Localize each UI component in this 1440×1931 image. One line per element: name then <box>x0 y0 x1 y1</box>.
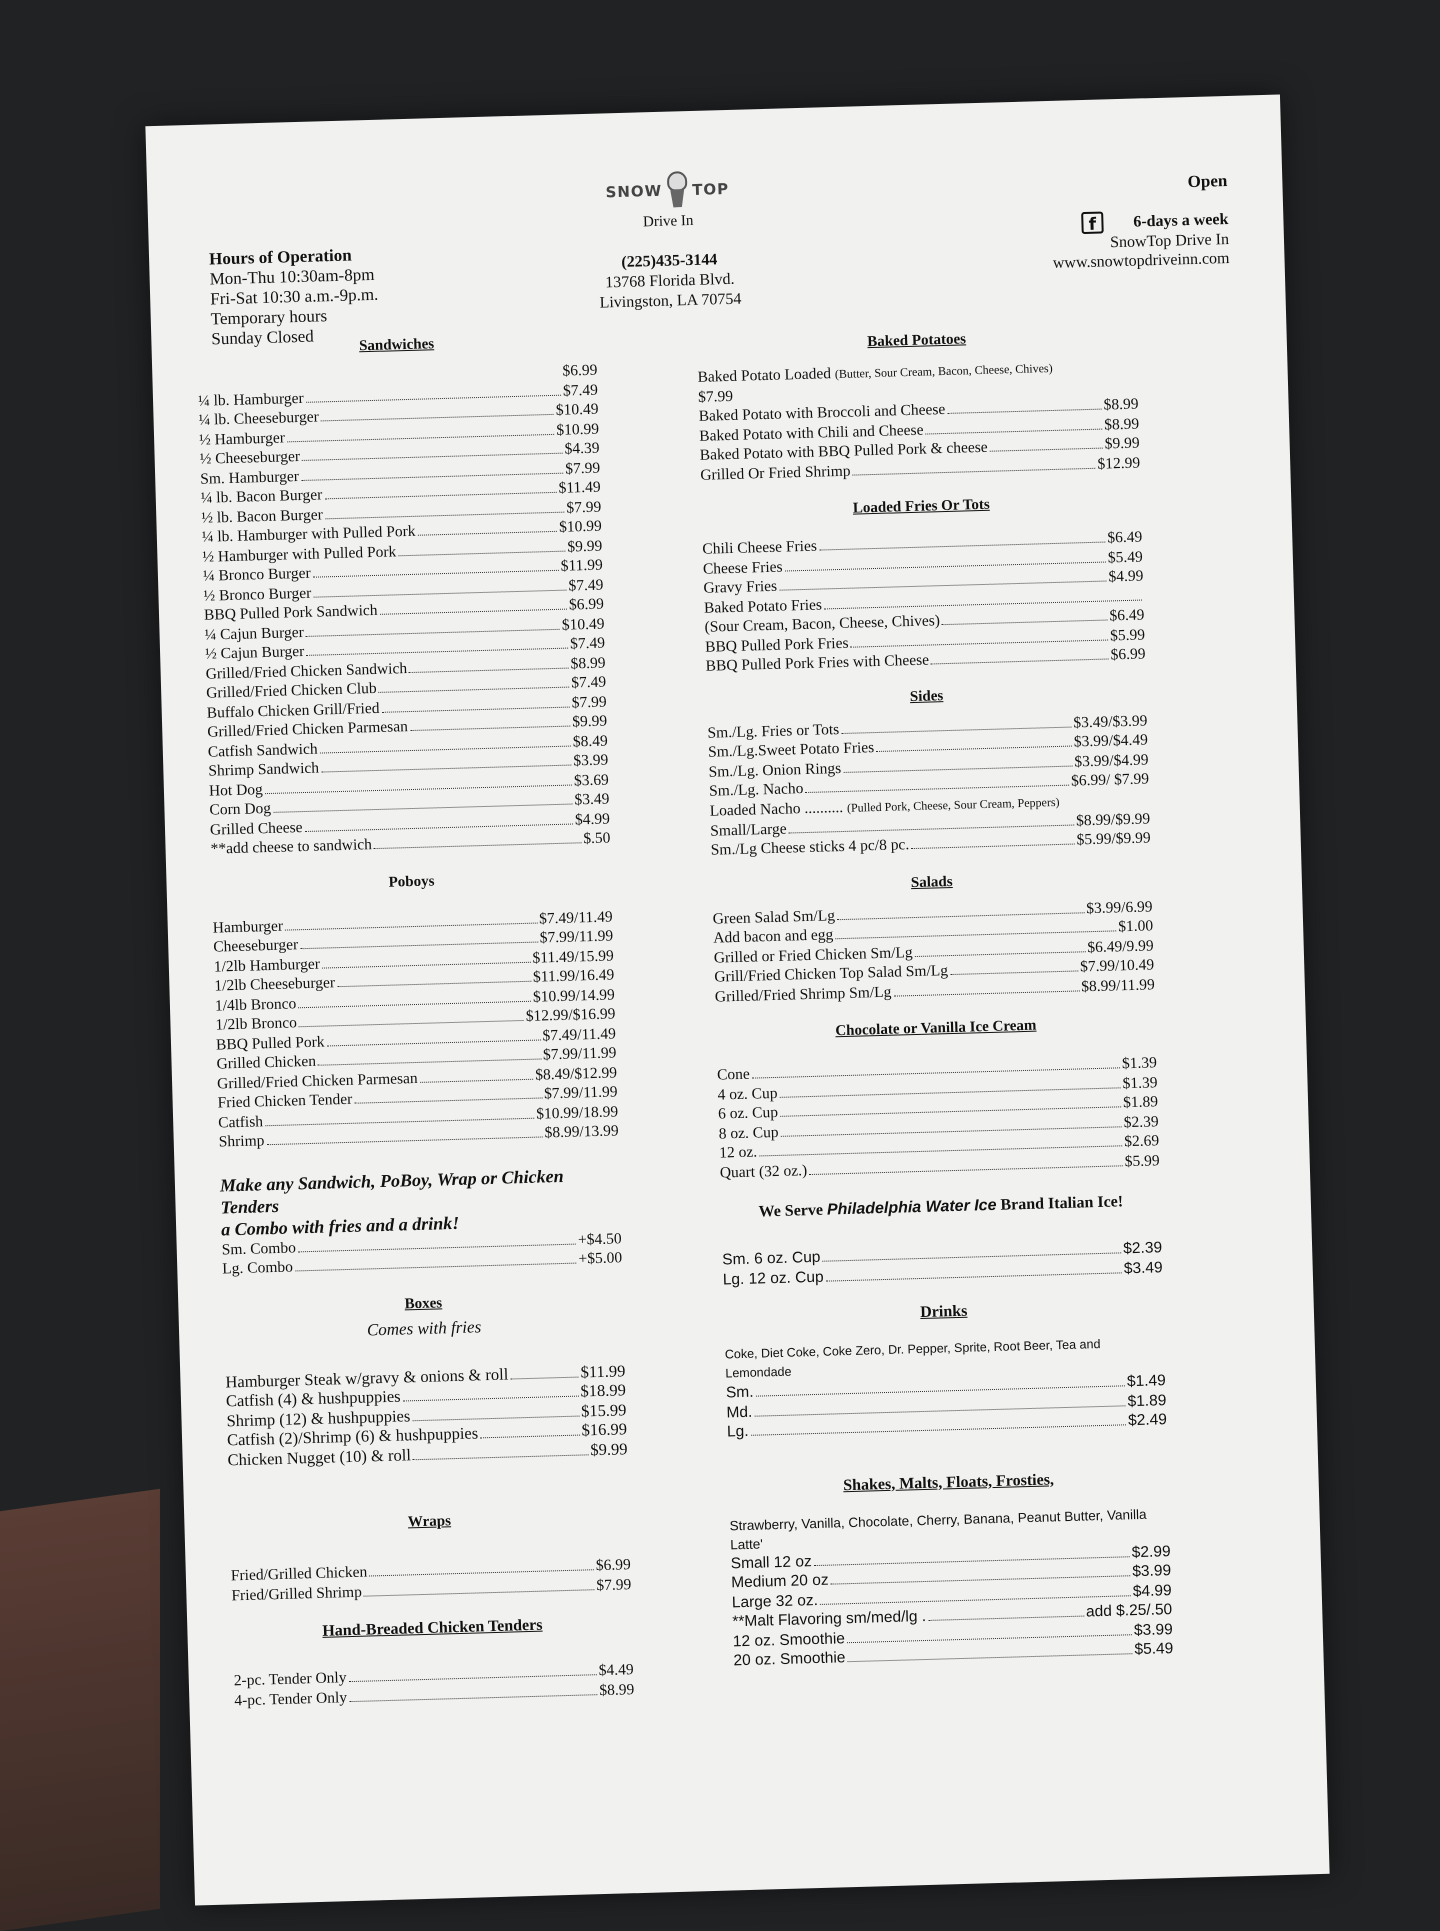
shake-flavors: Strawberry, Vanilla, Chocolate, Cherry, Banana, Peanut Butter, Vanilla Latte' <box>729 1506 1147 1552</box>
dot-leader <box>337 981 531 987</box>
item-name: Fried/Grilled Chicken <box>230 1563 368 1585</box>
item-name: Grilled Chicken <box>216 1052 317 1073</box>
item-name: ½ Cajun Burger <box>204 642 305 663</box>
dot-leader <box>403 1396 579 1402</box>
snowtop-logo <box>527 168 808 214</box>
italian-ice-heading <box>721 1192 1161 1222</box>
menu-sheet <box>145 95 1329 1906</box>
hours-line: Sunday Closed <box>211 326 315 349</box>
item-name: BBQ Pulled Pork Sandwich <box>203 601 378 624</box>
item-name: Baked Potato with Broccoli and Cheese <box>698 400 946 425</box>
price: $5.49 <box>1134 1640 1174 1659</box>
price: $1.39 <box>1122 1073 1158 1092</box>
price: $3.49/$3.99 <box>1073 711 1148 732</box>
right-column <box>696 319 1173 1671</box>
ice-list <box>722 1238 1163 1289</box>
item-name: Sm. <box>725 1383 754 1402</box>
price: $6.49 <box>1109 606 1145 625</box>
section-title-baked: Baked Potatoes <box>867 331 967 351</box>
logo-text-left: SNOW <box>605 181 663 202</box>
baked-list <box>698 395 1140 485</box>
item-name: BBQ Pulled Pork Fries with Cheese <box>705 651 930 675</box>
item-name: ¼ lb. Cheeseburger <box>198 408 320 429</box>
dot-leader <box>990 448 1103 452</box>
price: $8.99/11.99 <box>1081 975 1155 995</box>
dot-leader <box>380 609 568 615</box>
price: $7.99/11.99 <box>539 927 614 947</box>
dot-leader <box>876 746 1072 752</box>
dot-leader <box>826 1272 1122 1281</box>
ice-brand: Philadelphia Water Ice <box>826 1196 997 1219</box>
dot-leader <box>841 726 1071 733</box>
dot-leader <box>379 687 570 693</box>
dot-leader <box>321 414 554 422</box>
price: $9.99 <box>590 1438 628 1459</box>
boxes-subtitle: Comes with fries <box>366 1316 482 1339</box>
drinks-list-text: Coke, Diet Coke, Coke Zero, Dr. Pepper, Sprite, Root Beer, Tea and Lemondade <box>724 1337 1101 1381</box>
item-name: ½ Cheeseburger <box>199 448 301 468</box>
dot-leader <box>364 1589 595 1596</box>
dot-leader <box>398 550 565 556</box>
contact-block <box>527 168 811 316</box>
left-column <box>196 324 634 1711</box>
dot-leader <box>848 1653 1133 1662</box>
section-title-fries: Loaded Fries Or Tots <box>852 496 990 517</box>
item-name: Fried Chicken Tender <box>217 1090 353 1112</box>
item-name: ¼ Cajun Burger <box>204 623 304 644</box>
price: $11.99 <box>560 556 604 575</box>
item-name: Sm./Lg Cheese sticks 4 pc/8 pc. <box>710 836 910 859</box>
section-title-boxes: Boxes <box>404 1294 443 1312</box>
price: $7.99/10.49 <box>1079 956 1155 976</box>
price: $2.49 <box>1127 1411 1168 1430</box>
item-name: **Malt Flavoring sm/med/lg . <box>732 1607 927 1631</box>
section-title-salads: Salads <box>910 873 953 891</box>
section-title-sandwiches: Sandwiches <box>358 336 435 355</box>
price: $7.99/11.99 <box>542 1044 617 1064</box>
price: $5.99 <box>1124 1151 1160 1170</box>
price: $6.99 <box>1110 645 1146 664</box>
dot-leader <box>413 1454 589 1460</box>
item-name: Lg. <box>726 1422 749 1441</box>
item-name: Sm./Lg. Fries or Tots <box>707 720 840 742</box>
dot-leader <box>926 428 1103 434</box>
price: $8.99 <box>1103 415 1140 434</box>
dot-leader <box>266 1136 542 1145</box>
price: $8.99/13.99 <box>544 1122 619 1142</box>
open-label: Open <box>1187 171 1228 192</box>
menu-header <box>145 95 1286 357</box>
dot-leader <box>510 1376 578 1379</box>
dot-leader <box>843 765 1072 772</box>
dot-leader <box>318 1059 541 1066</box>
dot-leader <box>911 844 1074 850</box>
shakes-list <box>730 1542 1173 1671</box>
price: $1.39 <box>1121 1054 1158 1073</box>
item-name: ¼ lb. Bacon Burger <box>200 486 323 507</box>
price: $8.49 <box>572 732 608 750</box>
price: $10.49 <box>561 615 605 634</box>
item-name: Medium 20 oz <box>731 1571 829 1592</box>
item-name: BBQ Pulled Pork <box>215 1033 325 1054</box>
tenders-list <box>234 1660 635 1710</box>
section-title-icecream: Chocolate or Vanilla Ice Cream <box>835 1017 1037 1040</box>
price: $7.99 <box>564 459 601 478</box>
price: $7.49 <box>569 634 606 653</box>
price: $7.49/11.49 <box>538 907 613 928</box>
item-name: Grilled/Fried Chicken Club <box>205 679 377 702</box>
dot-leader <box>942 620 1108 626</box>
sandwich-list <box>198 380 610 839</box>
item-name: 12 oz. Smoothie <box>732 1629 846 1650</box>
hours-line: Fri-Sat 10:30 a.m.-9p.m. <box>209 284 379 309</box>
item-name: Small/Large <box>710 820 787 840</box>
item-name: Hamburger <box>212 917 284 937</box>
item-name: Cheeseburger <box>213 936 299 956</box>
item-name: Grilled/Fried Shrimp Sm/Lg <box>714 983 892 1006</box>
section-title-sides: Sides <box>909 687 944 705</box>
dot-leader <box>751 1424 1127 1435</box>
open-block <box>967 171 1230 275</box>
salads-list <box>712 897 1155 1007</box>
item-name: Grilled/Fried Chicken Parmesan <box>216 1069 418 1093</box>
item-name: Md. <box>726 1403 753 1421</box>
price: $6.99/ $7.99 <box>1070 770 1150 790</box>
price: $4.39 <box>564 439 600 458</box>
icecream-list <box>717 1053 1160 1182</box>
logo-subtitle: Drive In <box>642 212 694 231</box>
dot-leader <box>327 1039 541 1046</box>
price: $9.99 <box>567 537 603 556</box>
price: $4.99 <box>1132 1581 1172 1600</box>
poboy-list <box>213 907 619 1152</box>
price: $7.99 <box>596 1575 632 1594</box>
loaded-nacho: Loaded Nacho .......... (Pulled Pork, Cheese, Sour Cream, Peppers) <box>709 794 1060 820</box>
website: www.snowtopdriveinn.com <box>1052 249 1230 272</box>
item-name: Sm./Lg.Sweet Potato Fries <box>707 739 875 761</box>
price: $5.49 <box>1107 548 1144 566</box>
item-name: Chicken Nugget (10) & roll <box>227 1444 412 1469</box>
price: $6.49 <box>1107 528 1143 547</box>
item-name: Catfish (4) & hushpuppies <box>225 1386 401 1411</box>
item-name: Buffalo Chicken Grill/Fried <box>206 699 380 722</box>
price: $8.99 <box>599 1680 635 1699</box>
dot-leader <box>853 467 1096 475</box>
item-name: Small 12 oz <box>730 1552 812 1572</box>
item-name: Sm./Lg. Onion Rings <box>708 759 842 781</box>
item-name: Catfish <box>217 1112 264 1132</box>
item-name: Chili Cheese Fries <box>702 537 818 558</box>
dot-leader <box>322 961 531 968</box>
item-name: 4-pc. Tender Only <box>234 1688 348 1709</box>
item-name: Grill/Fried Chicken Top Salad Sm/Lg <box>714 962 949 986</box>
hours-line: Temporary hours <box>210 306 328 329</box>
dot-leader <box>369 1569 594 1576</box>
item-name: Hot Dog <box>208 780 263 800</box>
item-name: Grilled Cheese <box>209 818 303 839</box>
ice-pre: We Serve <box>758 1201 828 1221</box>
item-name: Quart (32 oz.) <box>719 1161 808 1182</box>
price: $3.49 <box>1123 1258 1163 1277</box>
item-name: Cheese Fries <box>702 558 783 578</box>
dot-leader <box>893 990 1079 996</box>
item-name: Shrimp Sandwich <box>208 759 320 780</box>
item-name: Grilled Or Fried Shrimp <box>700 462 851 484</box>
item-name: Sm./Lg. Nacho <box>708 780 804 800</box>
dot-leader <box>354 1097 542 1103</box>
item-name: 6 oz. Cup <box>717 1103 779 1123</box>
price: $11.99/16.49 <box>532 966 615 986</box>
price: $3.99 <box>1132 1562 1172 1581</box>
price: $7.99 <box>571 693 607 712</box>
price: $1.89 <box>1122 1093 1159 1112</box>
item-desc: (Butter, Sour Cream, Bacon, Cheese, Chives) <box>834 360 1053 382</box>
days-open: 6-days a week <box>1133 210 1229 231</box>
item-desc: (Pulled Pork, Cheese, Sour Cream, Peppers) <box>846 794 1060 815</box>
price: $1.49 <box>1126 1372 1167 1391</box>
logo-text-right: TOP <box>691 179 730 199</box>
price: $7.49/11.49 <box>542 1024 617 1044</box>
price: $3.49 <box>574 790 610 809</box>
price: add $.25/.50 <box>1085 1601 1173 1621</box>
address-line-1: 13768 Florida Blvd. <box>605 270 735 292</box>
item-name: Shrimp (12) & hushpuppies <box>226 1405 411 1430</box>
price: $6.49/9.99 <box>1087 936 1154 956</box>
item-name: Catfish Sandwich <box>207 740 318 761</box>
item-name: Grilled/Fried Chicken Sandwich <box>205 659 408 683</box>
item-name: BBQ Pulled Pork Fries <box>704 634 849 656</box>
price: $1.00 <box>1117 917 1154 936</box>
item-name: Sm. 6 oz. Cup <box>722 1248 821 1269</box>
item-name: ¼ Bronco Burger <box>202 564 311 585</box>
item-name: 1/2lb Bronco <box>215 1014 298 1034</box>
price: $7.49 <box>570 673 607 692</box>
combo-line-2: a Combo with fries and a drink! <box>220 1212 460 1240</box>
dot-leader <box>418 531 558 536</box>
price: $10.99 <box>558 517 602 536</box>
price: $5.99/$9.99 <box>1076 829 1151 849</box>
dot-leader <box>299 1020 524 1027</box>
item-name: Corn Dog <box>209 799 272 819</box>
dot-leader <box>410 726 570 731</box>
dot-leader <box>915 951 1086 957</box>
item-name: (Sour Cream, Bacon, Cheese, Chives) <box>704 612 941 636</box>
item-name: Gravy Fries <box>703 577 778 597</box>
item-name: 2-pc. Tender Only <box>233 1669 347 1690</box>
item-name: 1/4lb Bronco <box>214 994 297 1015</box>
combo-heading <box>220 1163 622 1240</box>
background-floor <box>0 1489 160 1931</box>
dot-leader <box>412 1415 579 1421</box>
facebook-icon: f <box>1081 211 1104 234</box>
dot-leader <box>931 659 1109 665</box>
price: $6.99 <box>568 595 605 614</box>
price: $11.49 <box>558 478 601 497</box>
dot-leader <box>947 409 1101 414</box>
price: $8.99/$9.99 <box>1075 809 1151 829</box>
dot-leader <box>928 1616 1084 1621</box>
wraps-list <box>231 1555 632 1605</box>
item-name: ½ Bronco Burger <box>203 584 312 605</box>
price: $.50 <box>583 829 611 848</box>
item-name: ½ lb. Bacon Burger <box>201 505 324 527</box>
item-name: Fried/Grilled Shrimp <box>231 1583 363 1604</box>
item-name: Catfish (2)/Shrimp (6) & hushpuppies <box>226 1423 479 1450</box>
item-name: 4 oz. Cup <box>717 1084 778 1104</box>
price: $3.99/$4.99 <box>1074 750 1149 770</box>
dot-leader <box>809 1165 1123 1175</box>
item-name: Cone <box>716 1065 751 1084</box>
dot-leader <box>298 1000 531 1008</box>
item-name: ¼ lb. Hamburger <box>197 389 304 410</box>
dot-leader <box>324 492 556 499</box>
item-name: ½ Hamburger with Pulled Pork <box>202 542 397 566</box>
ice-cream-cone-icon <box>666 171 689 210</box>
item-name: Baked Potato with Chili and Cheese <box>698 421 924 445</box>
item-name: Baked Potato Loaded <box>697 365 832 386</box>
item-name: Shrimp <box>218 1132 265 1151</box>
price: $3.69 <box>573 771 610 789</box>
price: $4.99 <box>1108 567 1144 586</box>
section-title-wraps: Wraps <box>407 1513 452 1531</box>
item-name: 12 oz. <box>719 1143 758 1162</box>
item-name: 1/2lb Cheeseburger <box>214 974 336 995</box>
facebook-name: SnowTop Drive In <box>1109 230 1230 252</box>
hours-title: Hours of Operation <box>208 245 352 269</box>
item-name: 8 oz. Cup <box>718 1123 779 1143</box>
phone-number: (225)435-3144 <box>621 251 718 271</box>
price: $3.99 <box>1133 1620 1173 1639</box>
price: $4.99 <box>574 809 611 828</box>
item-name: Green Salad Sm/Lg <box>712 906 836 928</box>
price: $8.99 <box>570 654 606 673</box>
price: $12.99 <box>1097 454 1141 473</box>
price: $2.69 <box>1123 1132 1160 1151</box>
price: $10.99 <box>556 420 600 439</box>
price: $3.99/$4.49 <box>1073 731 1149 751</box>
sides-list <box>707 711 1149 801</box>
price: +$4.50 <box>577 1229 622 1249</box>
item-name: Baked Potato with BBQ Pulled Pork & cheese <box>699 438 988 464</box>
item-name: Sm. Combo <box>221 1238 297 1258</box>
drinks-list <box>726 1371 1167 1442</box>
section-title-poboys: Poboys <box>388 872 435 891</box>
price: $2.39 <box>1123 1112 1159 1131</box>
price: $16.99 <box>581 1419 628 1440</box>
item-name: ½ Hamburger <box>198 428 286 449</box>
item-name: Grilled/Fried Chicken Parmesan <box>207 718 409 741</box>
dot-leader <box>409 667 569 672</box>
price: $10.99/18.99 <box>536 1102 619 1123</box>
item-name: ¼ lb. Hamburger with Pulled Pork <box>201 522 416 546</box>
section-title-drinks: Drinks <box>919 1302 968 1322</box>
price: $15.99 <box>580 1399 627 1421</box>
price: $4.49 <box>598 1661 634 1680</box>
price: $7.99 <box>566 498 602 517</box>
price: $7.99/11.99 <box>543 1083 618 1103</box>
fries-list <box>702 528 1146 677</box>
item-name: Grilled or Fried Chicken Sm/Lg <box>713 943 913 967</box>
item-name: Loaded Nacho <box>709 799 801 820</box>
address-line-2: Livingston, LA 70754 <box>599 290 742 312</box>
dot-leader <box>349 1694 597 1702</box>
section-title-shakes: Shakes, Malts, Floats, Frosties, <box>842 1470 1055 1494</box>
item-name: **add cheese to sandwich <box>210 836 373 858</box>
item-name: 1/2lb Hamburger <box>213 955 321 976</box>
price: $7.49 <box>568 576 604 595</box>
price: $7.49 <box>562 381 599 400</box>
price: $2.39 <box>1123 1239 1163 1258</box>
item-name: Lg. Combo <box>222 1258 294 1278</box>
price: $6.99 <box>595 1556 631 1575</box>
price: $5.99 <box>1109 625 1146 644</box>
item-name: Hamburger Steak w/gravy & onions & roll <box>225 1364 509 1391</box>
item-name: Large 32 oz. <box>731 1591 819 1611</box>
price: $9.99 <box>572 712 608 731</box>
boxes-list <box>225 1361 628 1470</box>
item-name: Sm. Hamburger <box>200 467 300 488</box>
section-title-tenders: Hand-Breaded Chicken Tenders <box>322 1616 543 1640</box>
price: $8.49/$12.99 <box>534 1063 618 1084</box>
price: $2.99 <box>1131 1542 1171 1561</box>
price: $3.99/6.99 <box>1086 897 1153 917</box>
price: $12.99/$16.99 <box>525 1005 616 1025</box>
price: $10.49 <box>555 400 599 419</box>
dot-leader <box>480 1435 579 1439</box>
dot-leader <box>420 1078 534 1082</box>
price: $18.99 <box>580 1380 627 1401</box>
item-name: Add bacon and egg <box>713 926 834 947</box>
dot-leader <box>382 706 570 712</box>
item-name: Lg. 12 oz. Cup <box>722 1268 824 1289</box>
price: $9.99 <box>1104 434 1140 453</box>
price: $11.49/15.99 <box>532 946 614 967</box>
dot-leader <box>950 970 1078 975</box>
price: $1.89 <box>1127 1391 1167 1410</box>
price: $3.99 <box>573 751 609 770</box>
price: $10.99/14.99 <box>532 985 616 1006</box>
combo-line-1: Make any Sandwich, PoBoy, Wrap or Chicken Tenders <box>219 1165 564 1218</box>
price: $8.99 <box>1103 395 1139 414</box>
dot-leader <box>295 1263 577 1272</box>
price: $6.99 <box>562 361 598 380</box>
price: +$5.00 <box>578 1249 623 1268</box>
price: $7.99 <box>697 387 734 406</box>
price: $11.99 <box>580 1360 626 1382</box>
item-name: 20 oz. Smoothie <box>733 1649 846 1670</box>
ice-post: Brand Italian Ice! <box>996 1193 1124 1214</box>
hours-line: Mon-Thu 10:30am-8pm <box>209 264 375 289</box>
item-name: Baked Potato Fries <box>703 595 823 617</box>
